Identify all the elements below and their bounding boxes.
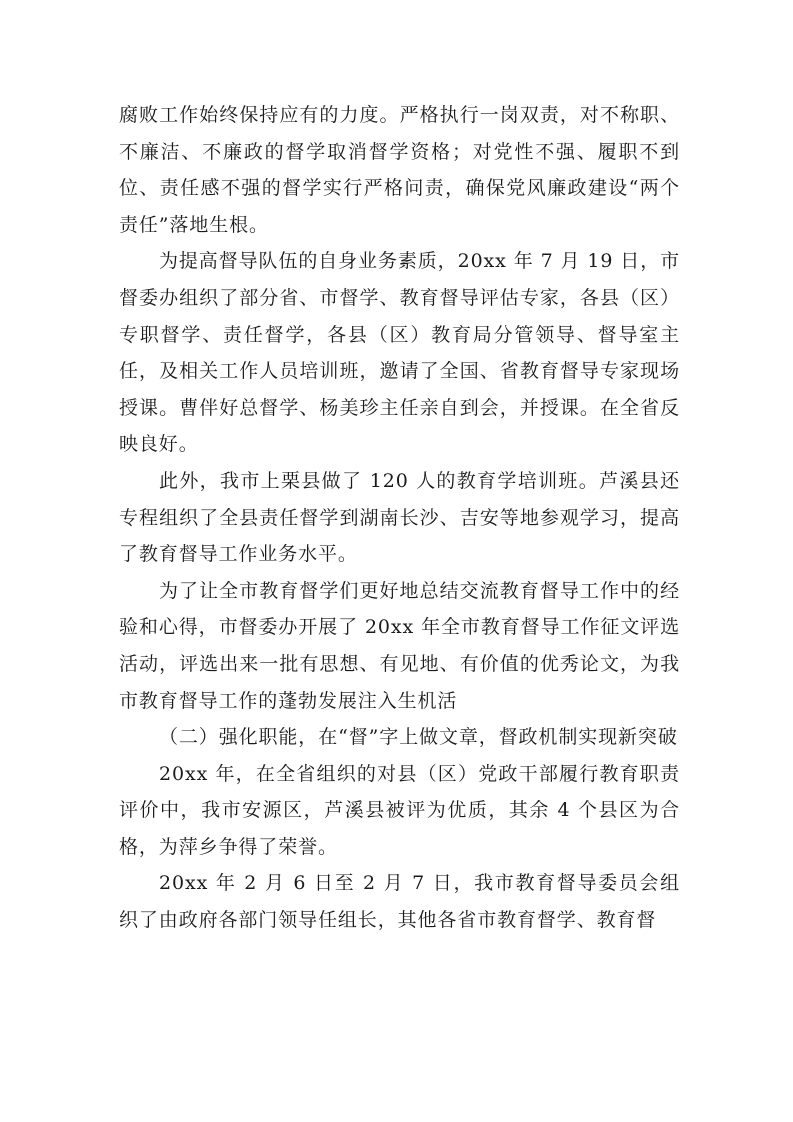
document-body [119, 97, 680, 939]
paragraph-evaluation: 20xx 年，在全省组织的对县（区）党政干部履行教育职责评价中，我市安源区，芦溪县被评为优质，其余 4 个县区为合格，为萍乡争得了荣誉。 [119, 762, 680, 858]
paragraph-inspection: 20xx 年 2 月 6 日至 2 月 7 日，我市教育督导委员会组织了由政府各部门领导任组长，其他各省市教育督学、教育督 [119, 872, 680, 932]
paragraph-essay-contest: 为了让全市教育督学们更好地总结交流教育督导工作中的经验和心得，市督委办开展了 20xx 年全市教育督导工作征文评选活动，评选出来一批有思想、有见地、有价值的优秀论文，为我市教育督导工作的蓬勃发展注入生机活 [119, 579, 680, 712]
paragraph-shangli: 此外，我市上栗县做了 120 人的教育学培训班。芦溪县还专程组织了全县责任督学到湖南长沙、吉安等地参观学习，提高了教育督导工作业务水平。 [119, 469, 680, 566]
paragraph-continued: 腐败工作始终保持应有的力度。严格执行一岗双责，对不称职、不廉洁、不廉政的督学取消督学资格；对党性不强、履职不到位、责任感不强的督学实行严格问责，确保党风廉政建设“两个责任”落地生根。 [119, 104, 680, 236]
paragraph-training: 为提高督导队伍的自身业务素质，20xx 年 7 月 19 日，市督委办组织了部分省、市督学、教育督导评估专家，各县（区）专职督学、责任督学，各县（区）教育局分管领导、督导室主任，及相关工作人员培训班，邀请了全国、省教育督导专家现场授课。曹伴好总督学、杨美珍主任亲自到会，并授课。在全省反映良好。 [119, 250, 680, 456]
section-heading: （二）强化职能，在“督”字上做文章，督政机制实现新突破 [159, 726, 678, 749]
